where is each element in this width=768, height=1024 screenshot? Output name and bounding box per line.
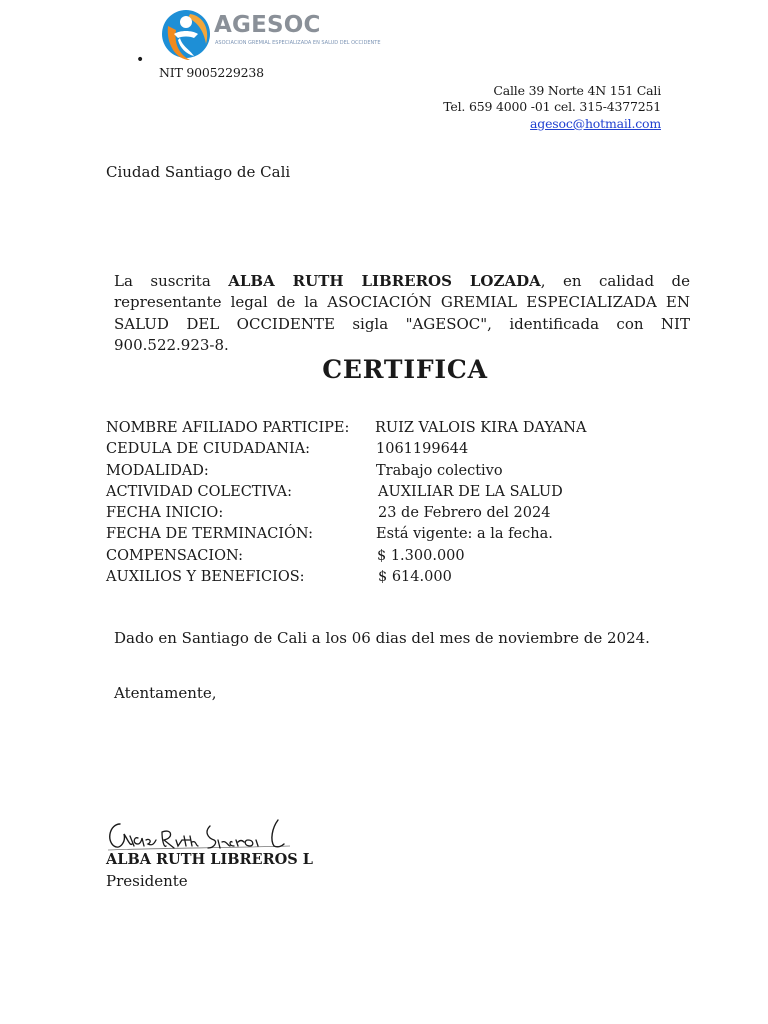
closing-regards: Atentamente, [114, 684, 217, 702]
city-line: Ciudad Santiago de Cali [106, 163, 291, 181]
contact-address: Calle 39 Norte 4N 151 Cali [493, 83, 661, 98]
contact-email-link[interactable]: agesoc@hotmail.com [530, 115, 661, 131]
field-label: ACTIVIDAD COLECTIVA: [106, 483, 293, 500]
field-label: CEDULA DE CIUDADANIA: [106, 441, 311, 458]
logo-icon [160, 4, 220, 64]
field-label: AUXILIOS Y BENEFICIOS: [106, 569, 305, 586]
field-label: FECHA DE TERMINACIÓN: [106, 526, 313, 543]
document-title: CERTIFICA [322, 355, 488, 384]
closing-statement: Dado en Santiago de Cali a los 06 dias del mes de noviembre de 2024. [114, 629, 650, 647]
agesoc-logo [160, 4, 381, 64]
field-value: RUIZ VALOIS KIRA DAYANA [375, 420, 587, 436]
signatory-name: ALBA RUTH LIBREROS LOZADA [228, 272, 541, 290]
logo-tagline: ASOCIACION GREMIAL ESPECIALIZADA EN SALUD DEL OCCIDENTE [215, 40, 381, 46]
field-value: $ 614.000 [378, 569, 452, 586]
field-value: Está vigente: a la fecha. [376, 526, 553, 543]
contact-block [443, 83, 661, 132]
field-value: 1061199644 [376, 441, 469, 458]
intro-prefix: La suscrita [114, 272, 229, 290]
field-value: 23 de Febrero del 2024 [378, 505, 551, 522]
field-label: COMPENSACION: [106, 547, 244, 564]
logo-wordmark: AGESOC [214, 12, 321, 38]
contact-phone: Tel. 659 4000 -01 cel. 315-4377251 [443, 99, 661, 115]
field-value: $ 1.300.000 [377, 547, 465, 564]
intro-body: , en calidad de representante legal de la ASOCIACIÓN GREMIAL ESPECIALIZADA EN SALUD DEL OCCIDENTE sigla "AGESOC", identificada con NIT 900.522.923-8. [114, 272, 690, 355]
signer-name: ALBA RUTH LIBREROS L [106, 851, 313, 868]
header-nit: NIT 9005229238 [159, 65, 264, 80]
field-value: AUXILIAR DE LA SALUD [378, 483, 563, 500]
signer-role: Presidente [106, 872, 188, 890]
field-label: MODALIDAD: [106, 462, 209, 479]
field-value: Trabajo colectivo [376, 462, 503, 479]
field-label: FECHA INICIO: [106, 505, 224, 522]
list-bullet: • [136, 52, 145, 68]
intro-paragraph [114, 271, 690, 357]
field-label: NOMBRE AFILIADO PARTICIPE: [106, 420, 350, 436]
